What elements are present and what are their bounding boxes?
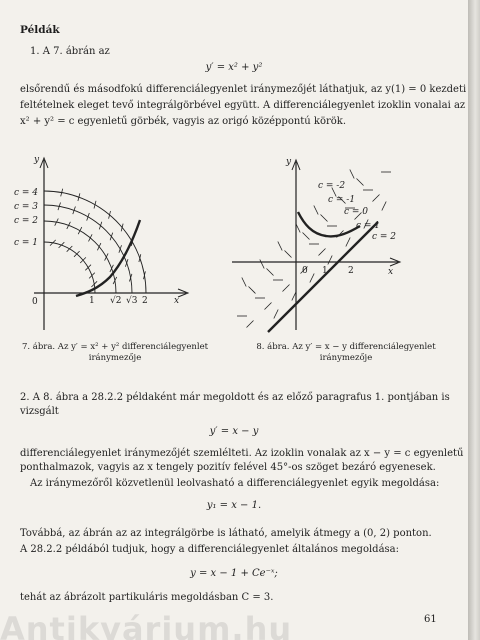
fig7-y-label: y [34, 155, 40, 165]
example-1-line-1: elsőrendű és másodfokú differenciálegyenlet iránymezőjét láthatjuk, az y(1) = 0 kezdeti [20, 84, 467, 95]
example-2-line-5: Az iránymezőről közvetlenül leolvasható a differenciálegyenlet egyik megoldása: [30, 478, 440, 489]
example-2-line-6: Továbbá, az ábrán az az integrálgörbe is látható, amelyik átmegy a (0, 2) ponton. [20, 528, 432, 539]
fig8-slope-segment [285, 251, 292, 258]
fig7-slope-segment [97, 243, 101, 250]
fig8-tick-2: 2 [348, 266, 354, 276]
fig7-slope-segment [85, 265, 91, 271]
figure-8-direction-field [228, 150, 408, 340]
fig8-slope-segment [278, 242, 282, 251]
fig7-slope-segment [78, 227, 82, 234]
fig8-c-minus1-label: c = -1 [328, 195, 356, 205]
equation-2: y′ = x − y [209, 426, 259, 437]
figure-7-caption [10, 342, 220, 364]
figure-8-caption [246, 342, 446, 364]
fig7-c1-label: c = 1 [14, 238, 39, 248]
example-1-line-2: feltételnek eleget tevő integrálgörbével együtt. A differenciálegyenlet izoklin vonalai az [20, 100, 466, 111]
fig8-slope-segment [283, 285, 290, 292]
page-number: 61 [424, 614, 437, 625]
fig8-slope-segment [350, 170, 354, 179]
fig8-slope-segment [319, 249, 326, 256]
fig8-slope-segment [314, 206, 318, 215]
example-2-line-3: differenciálegyenlet iránymezőjét szemlélteti. Az izoklin vonalak az x − y = c egyenletű [20, 448, 464, 459]
fig7-origin-label: 0 [32, 297, 38, 307]
fig8-slope-segment [321, 215, 328, 222]
fig7-slope-segment [119, 245, 122, 253]
fig8-c2-label: c = 2 [372, 232, 397, 242]
fig8-slope-segment [265, 303, 272, 310]
fig7-slope-segment [67, 246, 73, 252]
watermark-text: Antikvárium.hu [0, 610, 293, 640]
isocline-c1 [44, 242, 95, 293]
fig8-y-label: y [286, 157, 292, 167]
figure-7-caption-line-2: iránymezője [88, 353, 142, 363]
fig7-slope-segment [99, 222, 102, 230]
fig8-slope-segment [310, 274, 314, 283]
fig8-slope-segment [346, 238, 350, 247]
equation-4: y = x − 1 + Ce⁻ˣ; [190, 568, 278, 579]
fig8-slope-segment [260, 260, 264, 269]
example-2-line-8: tehát az ábrázolt partikuláris megoldásban C = 3. [20, 592, 274, 603]
fig8-slope-segment [328, 256, 332, 265]
fig8-slope-segment [274, 310, 278, 319]
fig8-c-minus2-label: c = -2 [318, 181, 346, 191]
fig7-slope-segment [89, 234, 93, 241]
fig7-c3-label: c = 3 [14, 202, 39, 212]
section-heading: Példák [20, 24, 60, 36]
example-2-line-2: vizsgált [20, 406, 59, 417]
fig8-slope-segment [249, 287, 256, 294]
fig8-slope-segment [303, 233, 310, 240]
fig7-slope-segment [121, 224, 123, 232]
fig8-origin-label: 0 [302, 266, 308, 276]
fig8-c0-label: c = 0 [344, 207, 369, 217]
equation-1: y′ = x² + y² [205, 62, 263, 73]
fig8-slope-segment [242, 278, 246, 287]
fig8-c1-label: c = 1 [356, 221, 381, 231]
figure-7-direction-field [14, 140, 214, 340]
fig7-c4-label: c = 4 [14, 188, 39, 198]
fig7-x-label: x [174, 296, 180, 306]
fig7-c2-label: c = 2 [14, 216, 39, 226]
fig7-tick-sqrt2: √2 [110, 296, 122, 306]
fig8-slope-segment [373, 195, 380, 202]
figure-8-caption-line-2: iránymezője [319, 353, 373, 363]
example-1-intro: 1. A 7. ábrán az [30, 46, 110, 57]
example-2-line-1: 2. A 8. ábra a 28.2.2 példaként már megoldott és az előző paragrafus 1. pontjában is [20, 392, 450, 403]
fig7-slope-segment [59, 242, 65, 248]
fig7-slope-segment [110, 233, 113, 241]
fig7-tick-2: 2 [142, 296, 148, 306]
fig8-x-label: x [388, 267, 394, 277]
solution-line-y1 [268, 221, 381, 332]
example-2-line-4: ponthalmazok, vagyis az x tengely pozitív felével 45°-os szöget bezáró egyenesek. [20, 462, 436, 473]
fig8-tick-1: 1 [322, 266, 328, 276]
fig8-slope-segment [382, 202, 386, 211]
figure-7-caption-line-1: 7. ábra. Az y′ = x² + y² differenciálegyenlet [21, 342, 209, 352]
fig8-slope-segment [357, 179, 364, 186]
example-2-line-7: A 28.2.2 példából tudjuk, hogy a differenciálegyenlet általános megoldása: [20, 544, 399, 555]
fig8-slope-segment [267, 269, 274, 276]
fig7-slope-segment [89, 273, 95, 279]
example-1-line-3: x² + y² = c egyenletű görbék, vagyis az origó középpontú körök. [20, 116, 347, 127]
isocline-c3 [44, 205, 132, 293]
watermark [0, 610, 480, 640]
fig8-slope-segment [247, 321, 254, 328]
fig7-tick-1: 1 [89, 296, 95, 306]
fig7-tick-sqrt3: √3 [126, 296, 138, 306]
equation-3: y₁ = x − 1. [206, 500, 262, 511]
page-edge [468, 0, 480, 640]
figure-8-caption-line-1: 8. ábra. Az y′ = x − y differenciálegyenlet [256, 342, 436, 352]
